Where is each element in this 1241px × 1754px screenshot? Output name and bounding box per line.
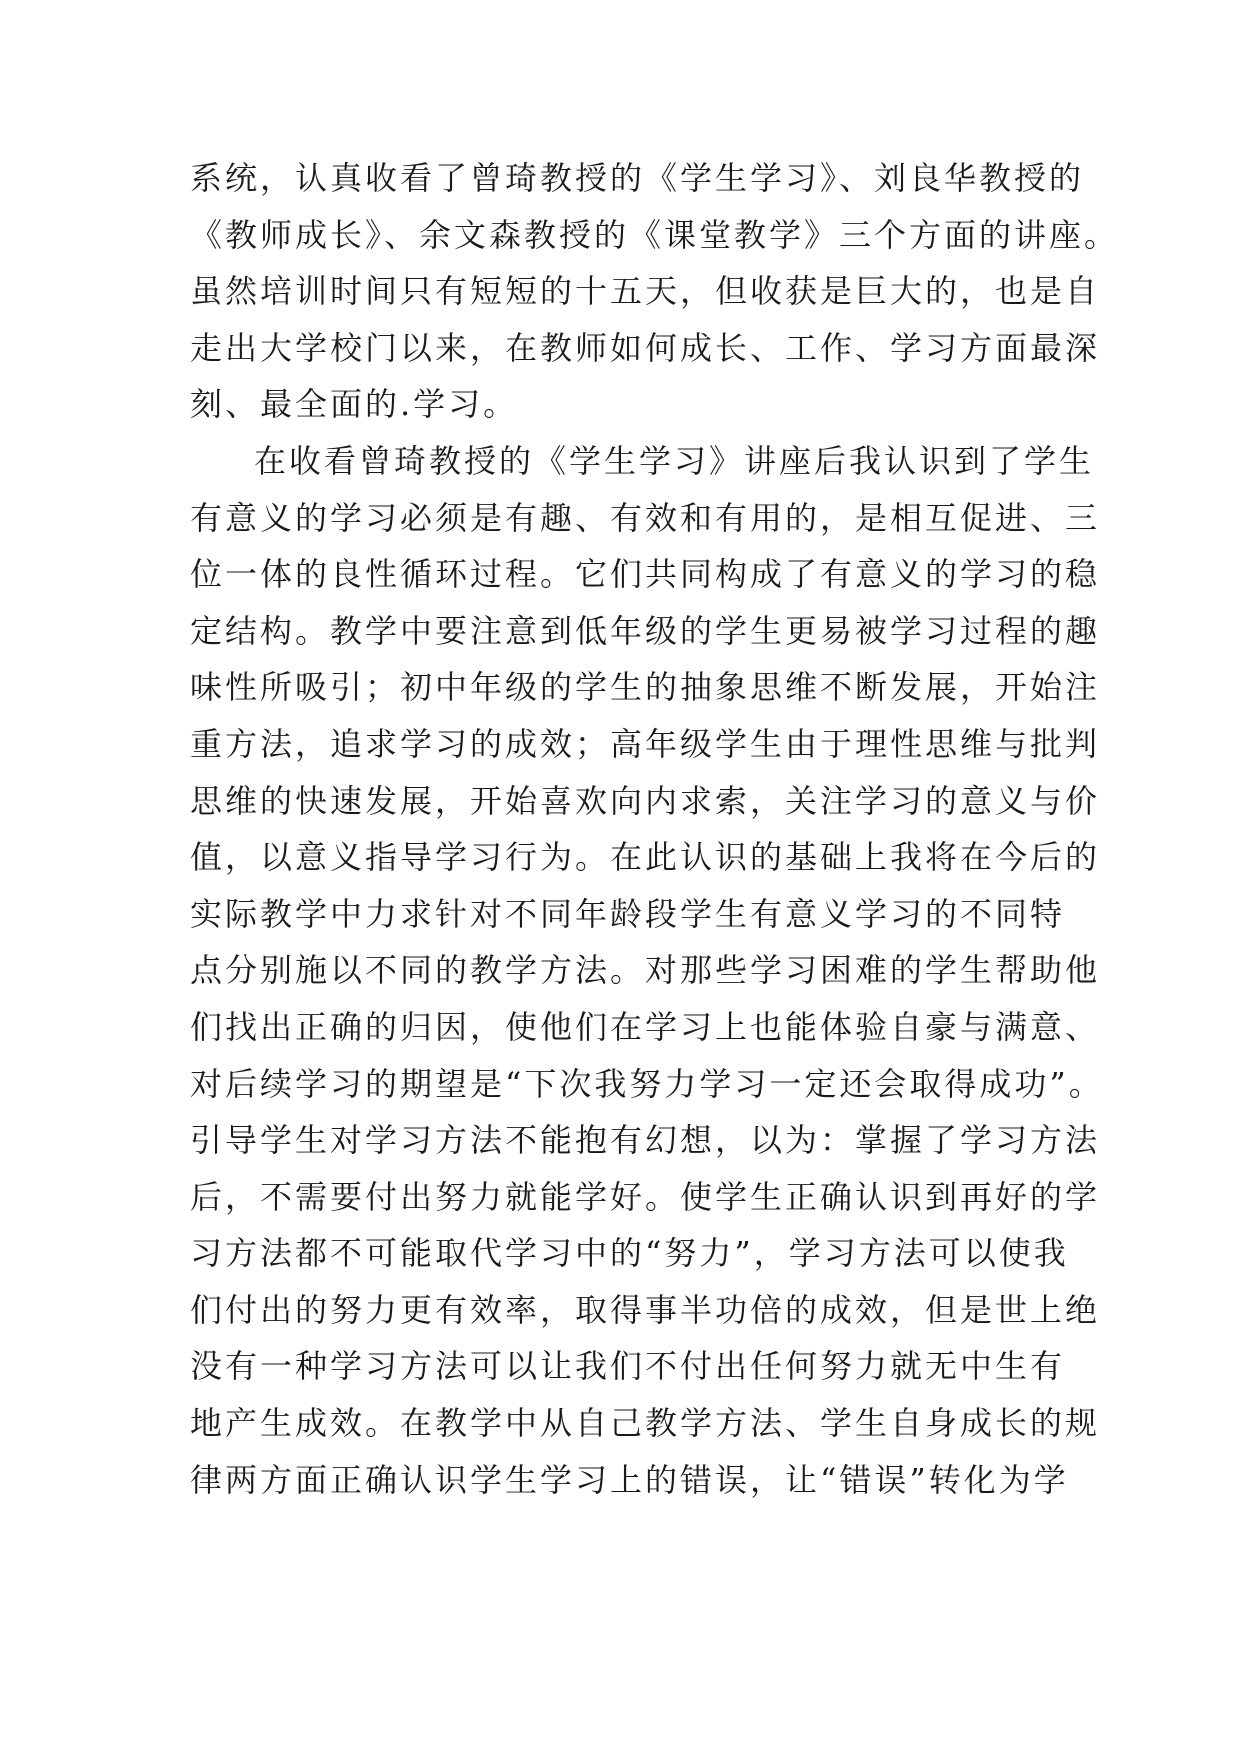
text-line: 位一体的良性循环过程。它们共同构成了有意义的学习的稳 xyxy=(190,555,1101,594)
text-line: 重方法，追求学习的成效；高年级学生由于理性思维与批判 xyxy=(190,724,1101,763)
text-line: 没有一种学习方法可以让我们不付出任何努力就无中生有 xyxy=(190,1347,1066,1386)
text-line: 系统，认真收看了曾琦教授的《学生学习》、刘良华教授的 xyxy=(190,159,1085,197)
text-line: 《教师成长》、余文森教授的《课堂教学》三个方面的讲座。 xyxy=(190,215,1120,254)
text-line: 有意义的学习必须是有趣、有效和有用的，是相互促进、三 xyxy=(190,498,1101,537)
text-line: 走出大学校门以来，在教师如何成长、工作、学习方面最深 xyxy=(190,328,1101,367)
text-line: 后，不需要付出努力就能学好。使学生正确认识到再好的学 xyxy=(190,1177,1101,1216)
text-line: 定结构。教学中要注意到低年级的学生更易被学习过程的趣 xyxy=(190,611,1101,650)
body-text xyxy=(190,150,1120,1508)
text-line: 思维的快速发展，开始喜欢向内求索，关注学习的意义与价 xyxy=(190,781,1101,820)
paragraph-first-line: 在收看曾琦教授的《学生学习》讲座后我认识到了学生 xyxy=(254,441,1095,480)
text-line: 实际教学中力求针对不同年龄段学生有意义学习的不同特 xyxy=(190,894,1066,933)
text-line: 对后续学习的期望是“下次我努力学习一定还会取得成功”。 xyxy=(190,1064,1104,1103)
text-line: 引导学生对学习方法不能抱有幻想，以为：掌握了学习方法 xyxy=(190,1121,1101,1160)
text-line: 们付出的努力更有效率，取得事半功倍的成效，但是世上绝 xyxy=(190,1290,1101,1329)
text-line: 味性所吸引；初中年级的学生的抽象思维不断发展，开始注 xyxy=(190,668,1101,707)
text-line: 律两方面正确认识学生学习上的错误，让“错误”转化为学 xyxy=(190,1460,1069,1499)
text-line: 虽然培训时间只有短短的十五天，但收获是巨大的，也是自 xyxy=(190,272,1101,311)
text-line: 们找出正确的归因，使他们在学习上也能体验自豪与满意、 xyxy=(190,1007,1101,1046)
text-line: 点分别施以不同的教学方法。对那些学习困难的学生帮助他 xyxy=(190,951,1101,990)
text-line: 地产生成效。在教学中从自己教学方法、学生自身成长的规 xyxy=(190,1404,1101,1443)
text-line: 习方法都不可能取代学习中的“努力”，学习方法可以使我 xyxy=(190,1234,1069,1273)
text-line: 值，以意义指导学习行为。在此认识的基础上我将在今后的 xyxy=(190,838,1101,877)
text-line: 刻、最全面的.学习。 xyxy=(190,385,519,424)
